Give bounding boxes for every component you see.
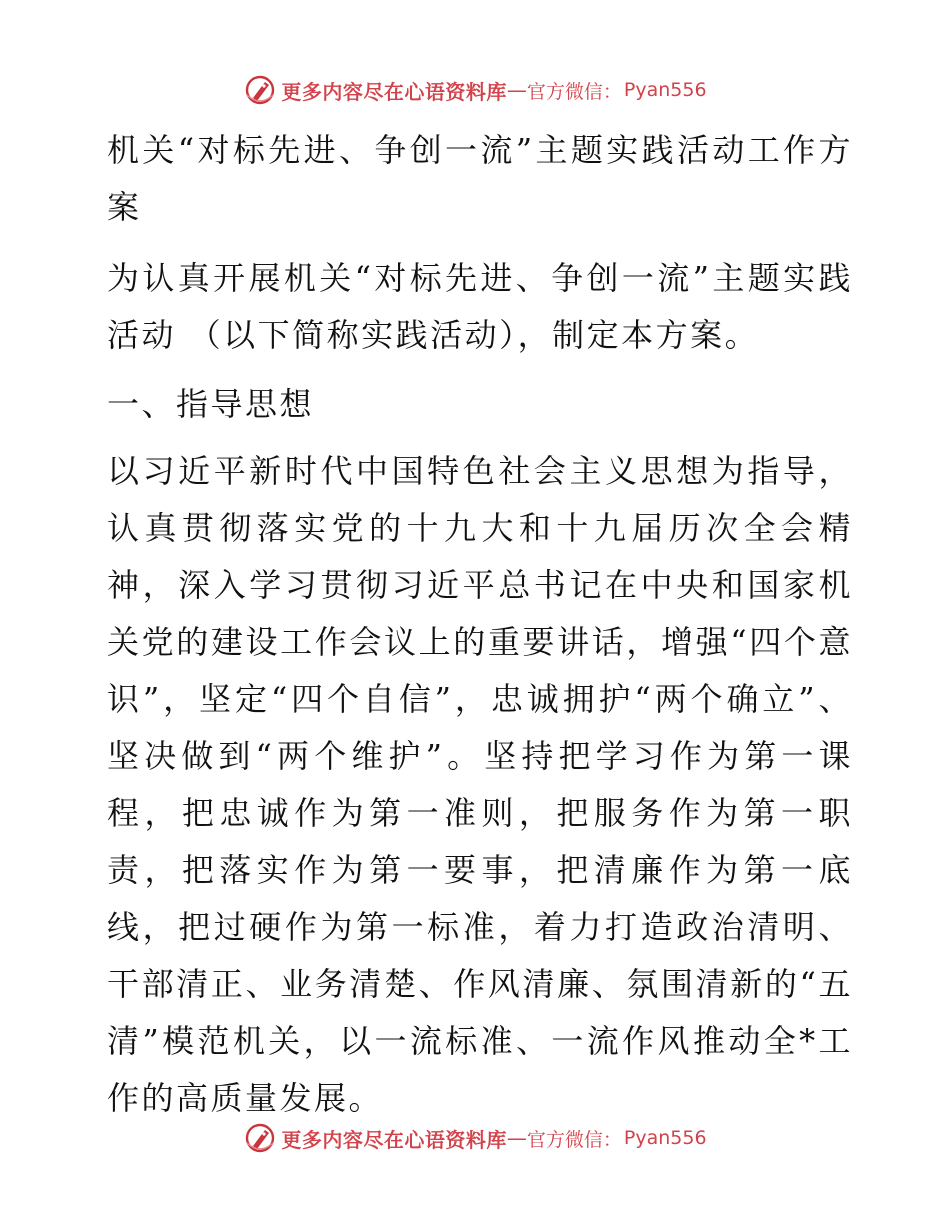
- pen-nib-logo-icon: [243, 1121, 277, 1155]
- header-banner-wechat-id: Pyan556: [623, 79, 707, 101]
- footer-banner-wechat-id: Pyan556: [623, 1127, 707, 1149]
- footer-banner: [0, 1118, 950, 1158]
- footer-banner-dash: —: [506, 1126, 527, 1150]
- footer-banner-title: 更多内容尽在心语资料库: [281, 1127, 507, 1152]
- intro-paragraph: 为认真开展机关“对标先进、争创一流”主题实践活动 （以下简称实践活动），制定本方案。: [107, 259, 853, 354]
- header-banner-wechat-label: 官方微信：: [526, 80, 622, 103]
- guiding-thought-paragraph: 以习近平新时代中国特色社会主义思想为指导，认真贯彻落实党的十九大和十九届历次全会精神，深入学习贯彻习近平总书记在中央和国家机关党的建设工作会议上的重要讲话，增强“四个意识”，坚定“四个自信”，忠诚拥护“两个确立”、坚决做到“两个维护”。坚持把学习作为第一课程，把忠诚作为第一准则，把服务作为第一职责，把落实作为第一要事，把清廉作为第一底线，把过硬作为第一标准，着力打造政治清明、干部清正、业务清楚、作风清廉、氛围清新的“五清”模范机关，以一流标准、一流作风推动全*工作的高质量发展。: [107, 452, 853, 1117]
- header-banner: [0, 70, 950, 110]
- header-banner-title: 更多内容尽在心语资料库: [281, 79, 507, 104]
- document-title: 机关“对标先进、争创一流”主题实践活动工作方案: [107, 131, 853, 226]
- footer-banner-wechat-label: 官方微信：: [526, 1128, 622, 1151]
- section-heading: 一、指导思想: [107, 385, 315, 423]
- document-body: [97, 122, 853, 1127]
- header-banner-dash: —: [506, 78, 527, 102]
- pen-nib-logo-icon: [243, 73, 277, 107]
